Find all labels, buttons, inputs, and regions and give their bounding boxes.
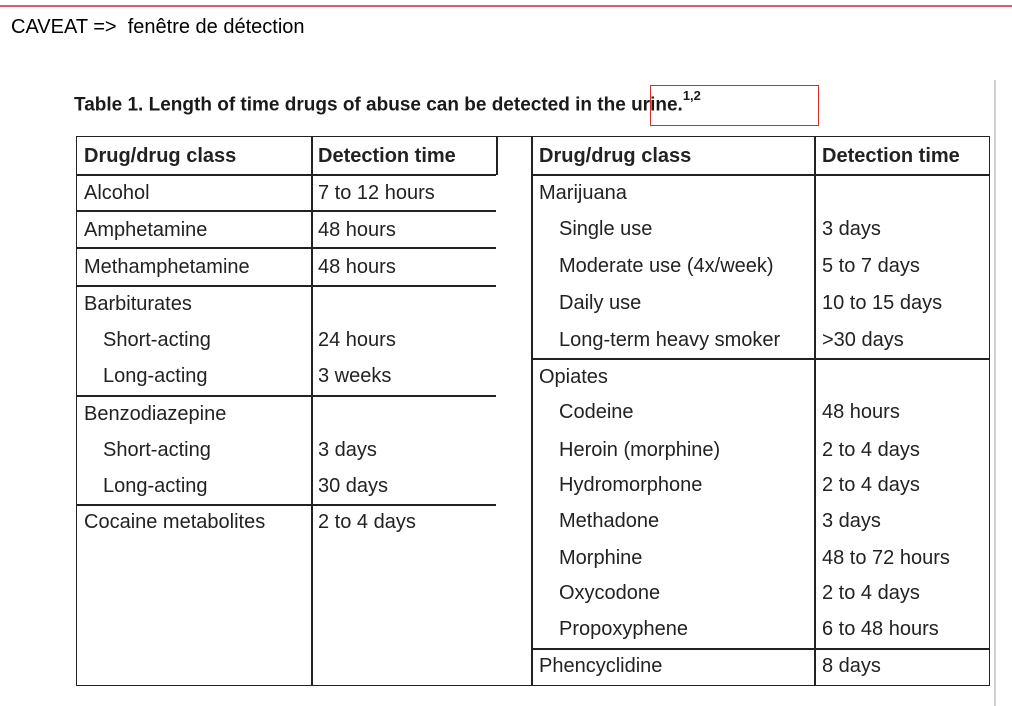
right-drug-sub: Moderate use (4x/week) [559,255,774,277]
table-title-highlight: in the urine. [575,94,683,116]
row-divider [531,648,989,650]
row-divider [77,174,496,176]
right-time: 2 to 4 days [822,474,920,496]
right-drug-sub: Hydromorphone [559,474,703,496]
row-divider [531,174,989,176]
header-right-drug-class: Drug/drug class [539,145,692,167]
right-drug-sub: Long-term heavy smoker [559,329,781,351]
left-drug-sub: Short-acting [103,329,211,351]
left-time: 2 to 4 days [318,511,416,533]
page-edge-rule [994,80,996,706]
row-divider [77,395,496,397]
highlight-box [650,85,819,126]
left-time: 24 hours [318,329,396,351]
right-time: 2 to 4 days [822,439,920,461]
left-time: 48 hours [318,256,396,278]
left-drug: Barbiturates [84,293,192,315]
left-drug: Amphetamine [84,219,208,241]
left-time: 3 weeks [318,365,392,387]
right-time: 48 to 72 hours [822,547,950,569]
right-drug-sub: Methadone [559,510,660,532]
right-drug-sub: Codeine [559,401,634,423]
left-drug-sub: Short-acting [103,439,211,461]
right-time: 48 hours [822,401,900,423]
right-drug: Marijuana [539,182,627,204]
left-time: 7 to 12 hours [318,182,435,204]
left-drug: Cocaine metabolites [84,511,266,533]
col-divider [531,137,533,685]
top-divider-line [0,5,1012,7]
right-time: 8 days [822,655,881,677]
left-drug-sub: Long-acting [103,365,208,387]
right-drug-sub: Daily use [559,292,642,314]
right-drug-sub: Heroin (morphine) [559,439,721,461]
right-drug-sub: Morphine [559,547,643,569]
right-time: 2 to 4 days [822,582,920,604]
right-time: 10 to 15 days [822,292,943,314]
left-drug-sub: Long-acting [103,475,208,497]
table-title-main: Table 1. Length of time drugs of abuse can be detected [74,94,576,116]
left-time: 48 hours [318,219,396,241]
right-drug-sub: Single use [559,218,653,240]
right-time: 5 to 7 days [822,255,920,277]
row-divider [77,504,496,506]
table-title-footnote: 1,2 [682,88,701,103]
header-left-detection-time: Detection time [318,145,456,167]
right-drug-sub: Propoxyphene [559,618,688,640]
right-drug-sub: Oxycodone [559,582,661,604]
right-time: 3 days [822,510,881,532]
row-divider [77,210,496,212]
header-right-detection-time: Detection time [822,145,960,167]
left-time: 30 days [318,475,389,497]
col-divider [311,137,313,685]
right-time: 3 days [822,218,881,240]
right-drug: Phencyclidine [539,655,663,677]
caveat-note: CAVEAT => fenêtre de détection [11,16,305,38]
left-drug: Benzodiazepine [84,403,227,425]
row-divider [531,358,989,360]
left-drug: Methamphetamine [84,256,250,278]
right-drug: Opiates [539,366,608,388]
col-divider [496,137,498,175]
left-time: 3 days [318,439,377,461]
right-time: >30 days [822,329,904,351]
row-divider [77,247,496,249]
right-time: 6 to 48 hours [822,618,939,640]
left-drug: Alcohol [84,182,150,204]
row-divider [77,285,496,287]
col-divider [814,137,816,685]
header-left-drug-class: Drug/drug class [84,145,237,167]
drug-detection-table [76,136,990,686]
table-title [74,88,701,116]
